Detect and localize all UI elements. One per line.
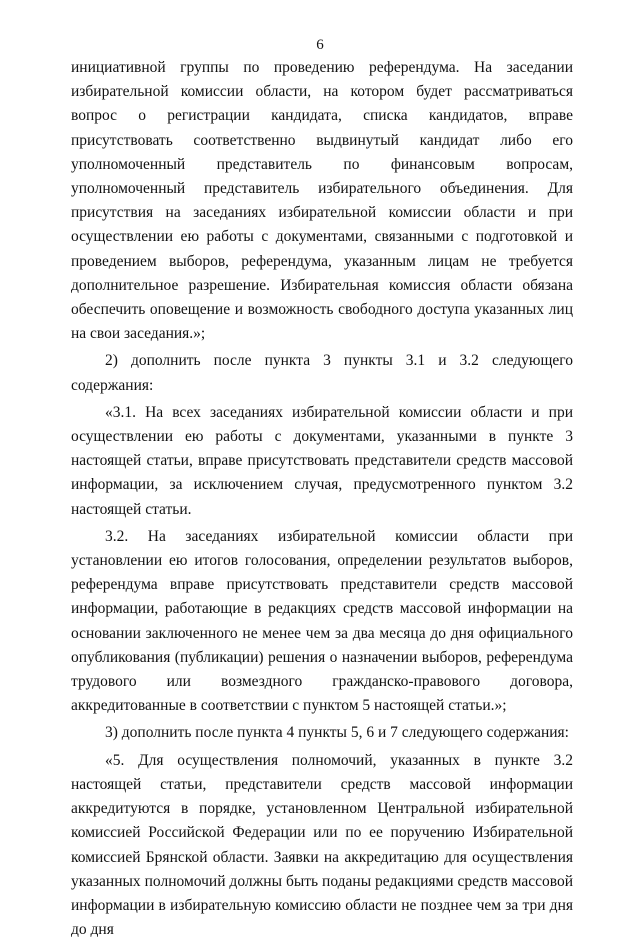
- paragraph-continuation: инициативной группы по проведению референдума. На заседании избирательной комиссии области, на котором будет рассматриваться вопрос о регистрации кандидата, списка кандидатов, вправе присутствовать соответственно выдвинутый кандидат либо его уполномоченный представитель по финансовым вопросам, уполномоченный представитель избирательного объединения. Для присутствия на заседаниях избирательной комиссии области и при осуществлении ею работы с документами, связанными с подготовкой и проведением выборов, референдума, указанным лицам не требуется дополнительное разрешение. Избирательная комиссия области обязана обеспечить оповещение и возможность свободного доступа указанных лиц на свои заседания.»;: [71, 59, 573, 343]
- paragraph-item-2: 2) дополнить после пункта 3 пункты 3.1 и 3.2 следующего содержания:: [71, 352, 573, 394]
- paragraph-point-5: «5. Для осуществления полномочий, указанных в пункте 3.2 настоящей статьи, представители средств массовой информации аккредитуются в порядке, установленном Центральной избирательной комиссией Российской Федерации или по ее поручению Избирательной комиссией Брянской области. Заявки на аккредитацию для осуществления указанных полномочий должны быть поданы редакциями средств массовой информации в избирательную комиссию области не позднее чем за три дня до дня: [71, 751, 573, 939]
- document-body: [71, 56, 573, 942]
- paragraph-point-3-1: «3.1. На всех заседаниях избирательной комиссии области и при осуществлении ею работы с документами, указанными в пункте 3 настоящей статьи, вправе присутствовать представители средств массовой информации, за исключением случая, предусмотренного пунктом 3.2 настоящей статьи.: [71, 403, 573, 518]
- page-number: 6: [316, 37, 324, 53]
- paragraph-item-3: 3) дополнить после пункта 4 пункты 5, 6 и 7 следующего содержания:: [105, 724, 569, 742]
- paragraph-point-3-2: 3.2. На заседаниях избирательной комиссии области при установлении ею итогов голосования, определении результатов выборов, референдума вправе присутствовать представители средств массовой информации, работающие в редакциях средств массовой информации на основании заключенного не менее чем за два месяца до дня официального опубликования (публикации) решения о назначении выборов, референдума трудового или возмездного гражданско-правового договора, аккредитованные в соответствии с пунктом 5 настоящей статьи.»;: [71, 527, 573, 715]
